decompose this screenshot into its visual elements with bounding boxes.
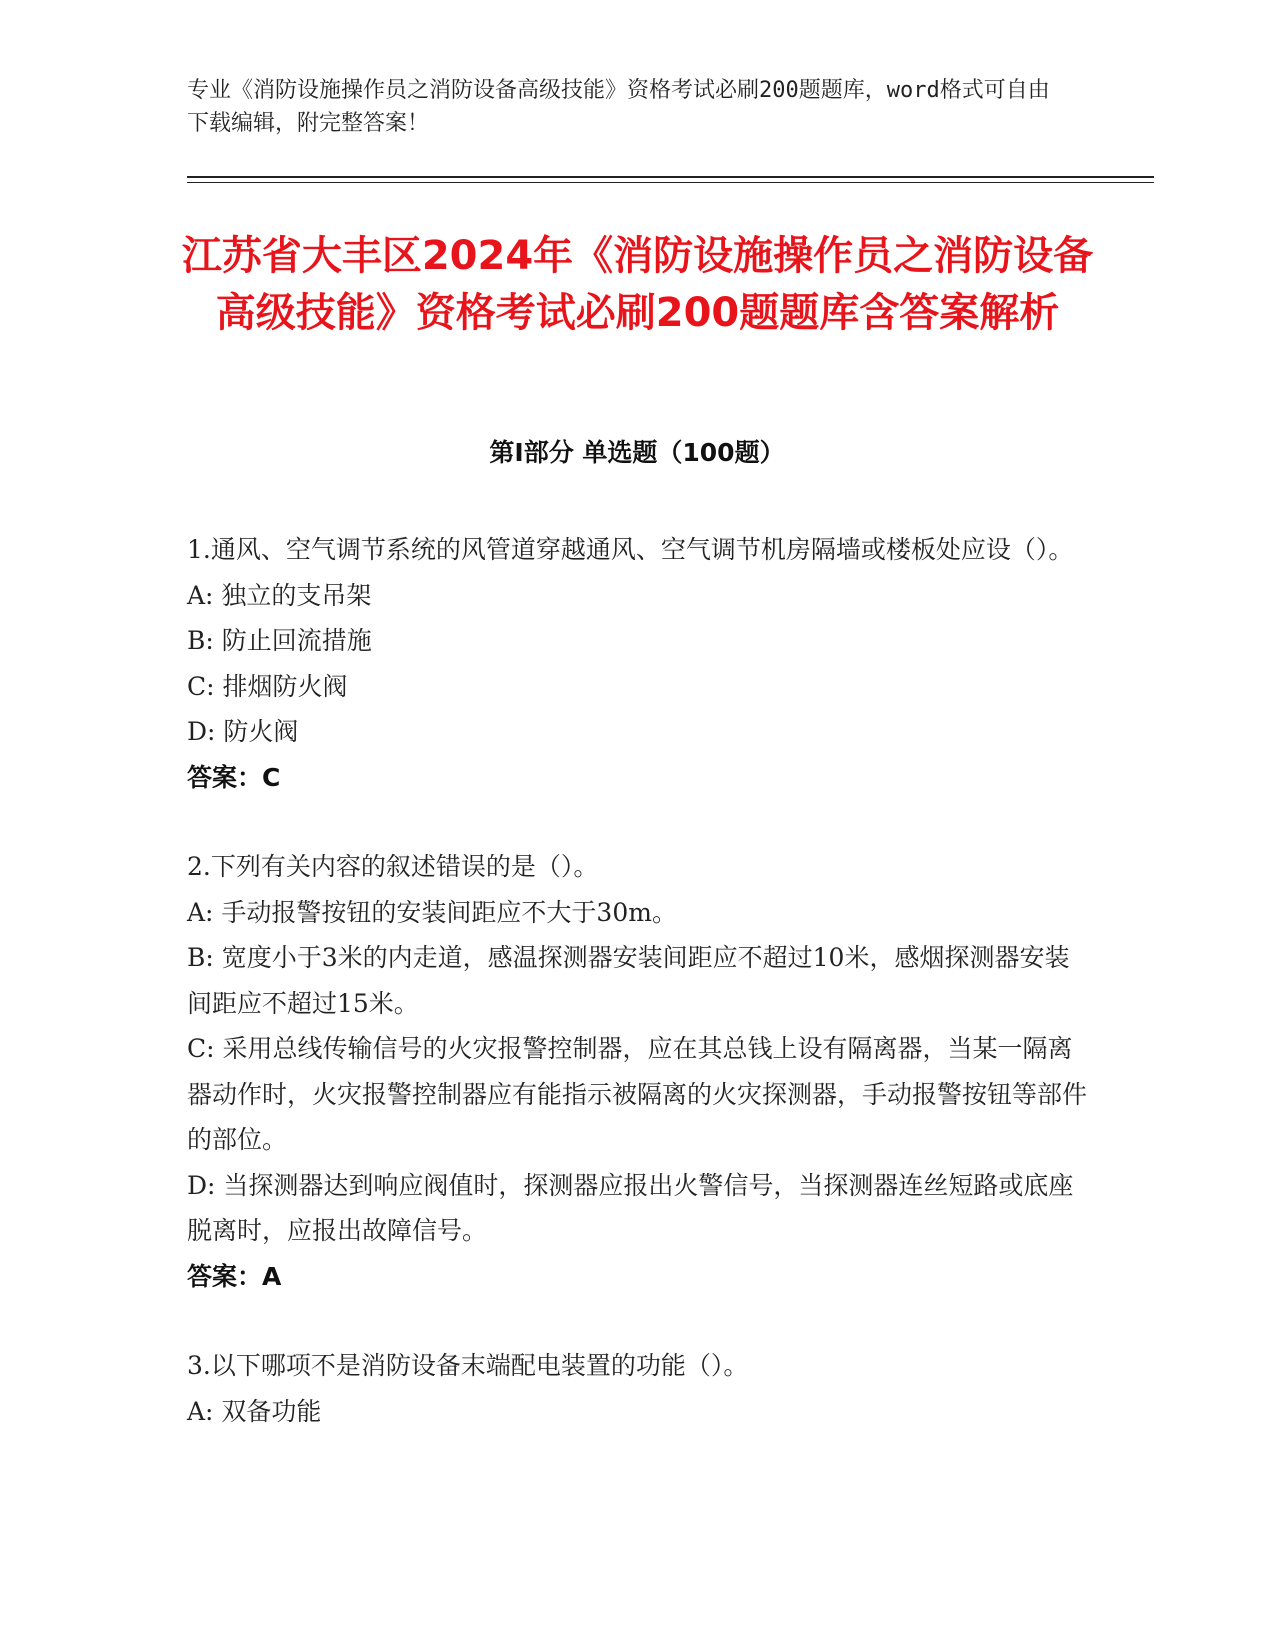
option-b: B: 宽度小于3米的内走道，感温探测器安装间距应不超过10米，感烟探测器安装间距应不超过15米。: [187, 943, 1070, 1018]
option-b: B: 防止回流措施: [187, 626, 372, 655]
question-stem: 2.下列有关内容的叙述错误的是（）。: [187, 852, 599, 881]
option-d: D: 防火阀: [187, 717, 299, 746]
option-c: C: 排烟防火阀: [187, 671, 348, 701]
question-1: [187, 527, 1087, 800]
question-3: [187, 1343, 1087, 1434]
question-2: [187, 844, 1087, 1299]
section-title: 第I部分 单选题（100题）: [489, 438, 785, 467]
option-d: D: 当探测器达到响应阀值时，探测器应报出火警信号，当探测器连丝短路或底座脱离时，应报出故障信号。: [187, 1170, 1074, 1245]
option-a: A: 手动报警按钮的安装间距应不大于30m。: [187, 897, 677, 927]
header-note: 专业《消防设施操作员之消防设备高级技能》资格考试必刷200题题库，word格式可自由下载编辑，附完整答案！: [187, 78, 1050, 136]
option-c: C: 采用总线传输信号的火灾报警控制器，应在其总钱上设有隔离器，当某一隔离器动作时，火灾报警控制器应有能指示被隔离的火灾探测器，手动报警按钮等部件的部位。: [187, 1034, 1088, 1154]
option-a: A: 独立的支吊架: [187, 580, 372, 610]
answer: 答案：C: [187, 762, 281, 792]
question-list: [187, 527, 1087, 1478]
question-stem: 1.通风、空气调节系统的风管道穿越通风、空气调节机房隔墙或楼板处应设（）。: [187, 535, 1074, 564]
question-stem: 3.以下哪项不是消防设备末端配电装置的功能（）。: [187, 1351, 749, 1380]
header-divider-thin: [187, 182, 1154, 183]
answer: 答案：A: [187, 1261, 282, 1291]
document-title: 江苏省大丰区2024年《消防设施操作员之消防设备高级技能》资格考试必刷200题题库含答案解析: [181, 233, 1094, 336]
option-a: A: 双备功能: [187, 1396, 322, 1426]
header-divider-thick: [187, 176, 1154, 178]
